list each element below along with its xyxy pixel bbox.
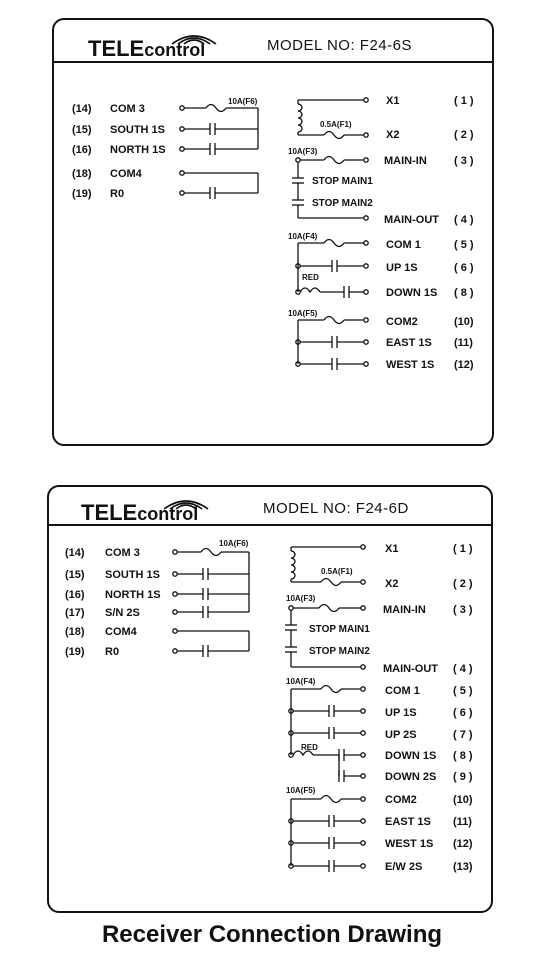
fuse-label: 10A(F3)	[288, 147, 318, 156]
terminal-number: (15)	[65, 569, 85, 581]
terminal-label: COM 3	[105, 547, 140, 559]
terminal-number: (19)	[65, 646, 85, 658]
terminal-number: (10)	[453, 794, 473, 806]
fuse-label: 10A(F5)	[286, 786, 316, 795]
terminal-number: (17)	[65, 607, 85, 619]
terminal-label: SOUTH 1S	[110, 124, 166, 136]
brand-name-light: control	[144, 40, 206, 60]
terminal-label: DOWN 1S	[386, 287, 438, 299]
svg-text:TELEcontrol	[81, 500, 198, 525]
terminal-number: (11)	[453, 816, 472, 828]
terminal-number: ( 8 )	[453, 750, 473, 762]
terminal-label: UP 1S	[386, 262, 418, 274]
terminal-number: (18)	[72, 168, 92, 180]
terminal-label: WEST 1S	[386, 359, 435, 371]
fuse-label: 10A(F4)	[286, 677, 316, 686]
terminal-label: MAIN-OUT	[383, 663, 438, 675]
terminal-label: MAIN-IN	[384, 155, 427, 167]
terminal-number: ( 2 )	[453, 578, 473, 590]
terminal-number: (15)	[72, 124, 92, 136]
terminal-label: COM2	[385, 794, 417, 806]
terminal-label: E/W 2S	[385, 861, 423, 873]
fuse-label: 10A(F6)	[219, 539, 249, 548]
terminal-label: SOUTH 1S	[105, 569, 161, 581]
terminal-label: X2	[385, 578, 399, 590]
terminal-number: ( 5 )	[454, 239, 474, 251]
terminal-number: (18)	[65, 626, 85, 638]
red-label: RED	[302, 273, 319, 282]
diagram-panel-f24-6s	[52, 18, 494, 446]
terminal-number: ( 4 )	[454, 214, 474, 226]
wiring-diagram-f24-6s	[54, 20, 496, 448]
brand-name-bold: TELE	[81, 500, 138, 525]
terminal-label: COM 3	[110, 103, 145, 115]
terminal-number: ( 5 )	[453, 685, 473, 697]
diagram-panel-f24-6d	[47, 485, 493, 913]
svg-text:TELEcontrol	[88, 36, 205, 61]
brand-name-bold: TELE	[88, 36, 145, 61]
fuse-label: 10A(F3)	[286, 594, 316, 603]
terminal-number: ( 1 )	[453, 543, 473, 555]
terminal-number: ( 8 )	[454, 287, 474, 299]
terminal-label: MAIN-OUT	[384, 214, 439, 226]
terminal-number: (12)	[453, 838, 473, 850]
stop-label: STOP MAIN1	[312, 176, 373, 187]
terminal-label: X2	[386, 129, 400, 141]
fuse-label: 0.5A(F1)	[320, 120, 352, 129]
wiring-diagram-f24-6d	[49, 487, 495, 915]
stop-label: STOP MAIN1	[309, 624, 370, 635]
terminal-label: COM2	[386, 316, 418, 328]
terminal-number: ( 7 )	[453, 729, 473, 741]
brand-name-light: control	[137, 504, 199, 524]
terminal-label: COM4	[110, 168, 142, 180]
terminal-number: (14)	[65, 547, 85, 559]
red-label: RED	[301, 743, 318, 752]
terminal-label: UP 2S	[385, 729, 417, 741]
left-circuit	[180, 105, 258, 200]
terminal-number: ( 9 )	[453, 771, 473, 783]
terminal-number: (10)	[454, 316, 474, 328]
terminal-label: NORTH 1S	[105, 589, 161, 601]
terminal-label: COM 1	[385, 685, 420, 697]
terminal-number: (16)	[72, 144, 92, 156]
model-number: MODEL NO: F24-6D	[263, 500, 409, 517]
fuse-label: 10A(F6)	[228, 97, 258, 106]
terminal-label: COM4	[105, 626, 137, 638]
terminal-number: (12)	[454, 359, 474, 371]
terminal-number: ( 6 )	[454, 262, 474, 274]
terminal-label: WEST 1S	[385, 838, 434, 850]
terminal-number: (13)	[453, 861, 473, 873]
terminal-number: ( 6 )	[453, 707, 473, 719]
brand-logo	[88, 36, 216, 61]
terminal-label: UP 1S	[385, 707, 417, 719]
brand-logo	[81, 500, 208, 525]
terminal-number: ( 3 )	[453, 604, 473, 616]
terminal-label: R0	[105, 646, 120, 658]
terminal-number: ( 2 )	[454, 129, 474, 141]
footer-caption: Receiver Connection Drawing	[101, 921, 443, 948]
terminal-number: (11)	[454, 337, 473, 349]
terminal-label: MAIN-IN	[383, 604, 426, 616]
terminal-label: DOWN 2S	[385, 771, 437, 783]
stop-label: STOP MAIN2	[312, 198, 373, 209]
terminal-label: NORTH 1S	[110, 144, 166, 156]
terminal-number: (14)	[72, 103, 92, 115]
fuse-label: 0.5A(F1)	[321, 567, 353, 576]
terminal-number: ( 4 )	[453, 663, 473, 675]
stop-label: STOP MAIN2	[309, 646, 370, 657]
terminal-label: X1	[386, 95, 400, 107]
terminal-label: COM 1	[386, 239, 421, 251]
terminal-label: S/N 2S	[105, 607, 140, 619]
terminal-label: DOWN 1S	[385, 750, 437, 762]
model-number: MODEL NO: F24-6S	[267, 37, 412, 54]
terminal-number: ( 1 )	[454, 95, 474, 107]
terminal-number: (16)	[65, 589, 85, 601]
terminal-label: X1	[385, 543, 399, 555]
terminal-number: (19)	[72, 188, 92, 200]
fuse-label: 10A(F4)	[288, 232, 318, 241]
terminal-label: EAST 1S	[386, 337, 432, 349]
terminal-label: R0	[110, 188, 125, 200]
left-circuit	[173, 549, 249, 658]
terminal-number: ( 3 )	[454, 155, 474, 167]
terminal-label: EAST 1S	[385, 816, 431, 828]
fuse-label: 10A(F5)	[288, 309, 318, 318]
